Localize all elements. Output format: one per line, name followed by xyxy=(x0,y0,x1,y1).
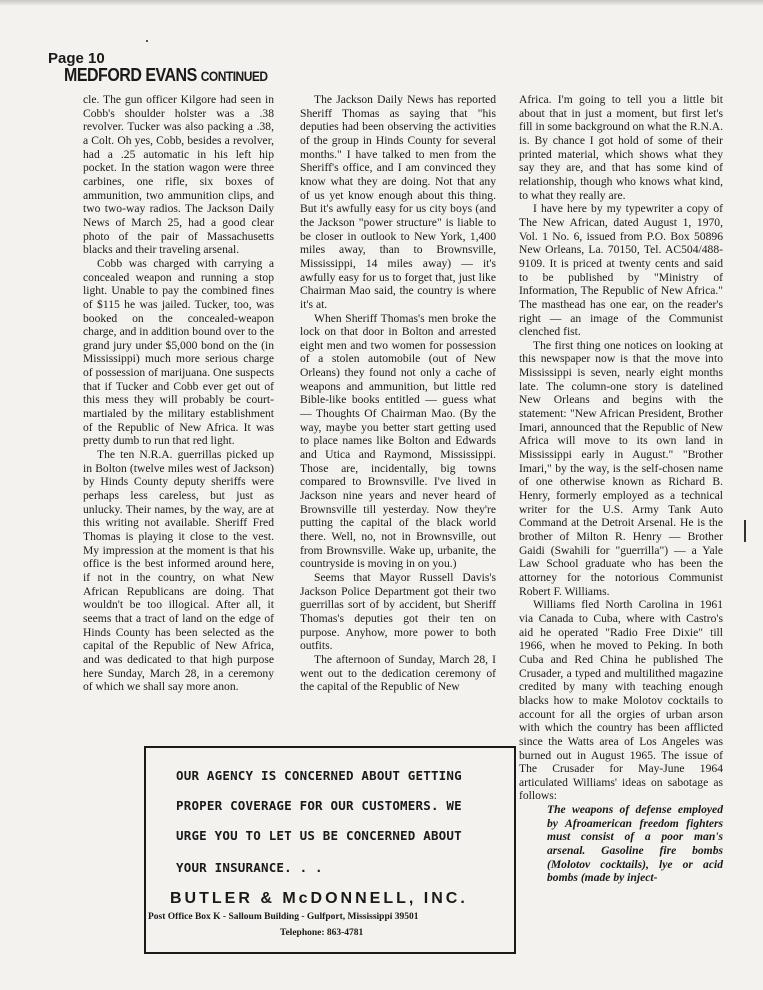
top-rule xyxy=(0,0,763,6)
paragraph: The afternoon of Sunday, March 28, I went out to the dedication ceremony of the capital of the Republic of New xyxy=(300,652,496,694)
paragraph: Africa. I'm going to tell you a little bit about that in just a moment, but first let's fill in some background on what the R.N.A. is. By chance I got hold of some of their printed material, which shows what they say they are, and that has some kind of relationship, though who knows what kind, to what they really are. xyxy=(519,93,723,202)
running-head-continued: CONTINUED xyxy=(200,68,268,85)
scan-speck xyxy=(146,40,148,42)
quote-text: The weapons of defense employed by Afroamerican freedom fighters must consist of a poor man's arsenal. Gasoline fire bombs (Molotov cocktails), lye or acid bombs (made by inject- xyxy=(547,803,723,885)
paragraph: The first thing one notices on looking at this newspaper now is that the move into Mississippi is seven, nearly eight months late. The column-one story is datelined New Orleans and begins with the statement: "New African President, Brother Imari, announced that the Republic of New Africa will move to its own land in Mississippi early in August." "Brother Imari," by the way, is the self-chosen name of one otherwise known as Richard B. Henry, formerly employed as a technical writer for the U.S. Army Tank Auto Command at the Detroit Arsenal. He is the brother of Milton R. Henry — Brother Gaidi (Swahili for "guerrilla") — a Yale Law School graduate who has been the attorney for the notorious Communist Robert F. Williams. xyxy=(519,338,723,598)
ad-line-4: YOUR INSURANCE. . . xyxy=(176,860,323,875)
article-column-1 xyxy=(83,93,274,694)
paragraph: Williams fled North Carolina in 1961 via Canada to Cuba, where with Castro's aid he operated "Radio Free Dixie" till 1966, when he moved to Peking. In both Cuba and Red China he published The Crusader, a typed and multilithed magazine credited by many with teaching enough blacks how to make Molotov cocktails to account for all the orgies of urban arson with which the country has been afflicted since the Watts area of Los Angeles was burned out in August 1965. The issue of The Crusader for May-June 1964 articulated Williams' ideas on sabotage as follows: xyxy=(519,598,723,803)
page-number: Page 10 xyxy=(48,50,105,67)
paragraph: cle. The gun officer Kilgore had seen in Cobb's shoulder holster was a .38 revolver. Tucker was also packing a .38, a Colt. Oh yes, Cobb, besides a revolver, had a .25 automatic in his left hip pocket. In the station wagon were three carbines, one rifle, six boxes of ammunition, two ammunition clips, and two two-way radios. The Jackson Daily News of March 25, had a good clear photo of the pair of Massachusetts blacks and their traveling arsenal. xyxy=(83,93,274,257)
margin-mark xyxy=(744,520,746,542)
ad-line-3: URGE YOU TO LET US BE CONCERNED ABOUT xyxy=(176,828,462,843)
block-quote xyxy=(519,803,723,885)
ad-line-2: PROPER COVERAGE FOR OUR CUSTOMERS. WE xyxy=(176,798,462,813)
ad-address: Post Office Box K - Salloum Building - Gulfport, Mississippi 39501 xyxy=(148,912,419,922)
ad-phone: Telephone: 863-4781 xyxy=(280,928,364,938)
paragraph: The ten N.R.A. guerrillas picked up in Bolton (twelve miles west of Jackson) by Hinds County deputy sheriffs were perhaps less careless, but just as unlucky. Their names, by the way, are at this writing not available. Sheriff Fred Thomas is playing it close to the vest. My impression at the moment is that his office is the best informed around here, if not in the country, on what New African Republicans are doing. That wouldn't be too illogical. After all, it seems that a tract of land on the edge of Hinds County has been selected as the capital of the Republic of New Africa, and was dedicated to that high purpose here Sunday, March 28, in a ceremony of which we shall say more anon. xyxy=(83,448,274,694)
paragraph: Cobb was charged with carrying a concealed weapon and running a stop light. Unable to pay the combined fines of $115 he was jailed. Tucker, too, was booked on the concealed-weapon charge, and in addition bound over to the grand jury under $5,000 bond on the (in Mississippi) much more serious charge of possession of marijuana. One suspects that if Tucker and Cobb ever get out of this mess they will probably be court-martialed by the military establishment of the Republic of New Africa. It was pretty dumb to run that red light. xyxy=(83,256,274,448)
ad-company-name: BUTLER & McDONNELL, INC. xyxy=(170,890,468,907)
ad-line-1: OUR AGENCY IS CONCERNED ABOUT GETTING xyxy=(176,768,462,783)
article-column-2 xyxy=(300,93,496,694)
paragraph: When Sheriff Thomas's men broke the lock on that door in Bolton and arrested eight men and two women for possession of a stolen automobile (out of New Orleans) they found not only a cache of weapons and ammunition, but little red Bible-like books entitled — guess what — Thoughts Of Chairman Mao. (By the way, maybe you better start getting used to place names like Bolton and Edwards and Utica and Raymond, Mississippi. Those are, incidentally, big towns compared to Brownsville. I've lived in Jackson nine years and never heard of Brownsville till yesterday. Now they're putting the capital of the black world there. Well, no, not in Brownsville, out from Brownsville. Wake up, urbanite, the countryside is moving in on you.) xyxy=(300,311,496,571)
paragraph: Seems that Mayor Russell Davis's Jackson Police Department got their two guerrillas sort of by accident, but Sheriff Thomas's deputies got their ten on purpose. Anyhow, more power to both outfits. xyxy=(300,570,496,653)
paragraph: The Jackson Daily News has reported Sheriff Thomas as saying that "his deputies had been observing the activities of the group in Hinds County for several months." I have talked to men from the Sheriff's office, and I am convinced they know what they are doing. Not that any of us yet know enough about this thing. But it's awfully easy for us city boys (and the Jackson "power structure" is liable to be closer in outlook to New York, 1,400 miles away, than to Brownsville, Mississippi, 14 miles away) — it's awfully easy for us to forget that, just like Chairman Mao said, the country is where it's at. xyxy=(300,93,496,311)
running-head xyxy=(64,66,268,87)
advertisement-box xyxy=(144,746,516,954)
running-head-name: MEDFORD EVANS xyxy=(64,66,197,86)
paragraph: I have here by my typewriter a copy of The New African, dated August 1, 1970, Vol. 1 No. 6, issued from P.O. Box 50896 New Orleans, La. 70150, Tel. AC504/488-9109. It is priced at twenty cents and said to be published by "Ministry of Information, The Republic of New Africa." The masthead has one ear, on the reader's right — an image of the Communist clenched fist. xyxy=(519,202,723,339)
article-column-3 xyxy=(519,93,723,885)
